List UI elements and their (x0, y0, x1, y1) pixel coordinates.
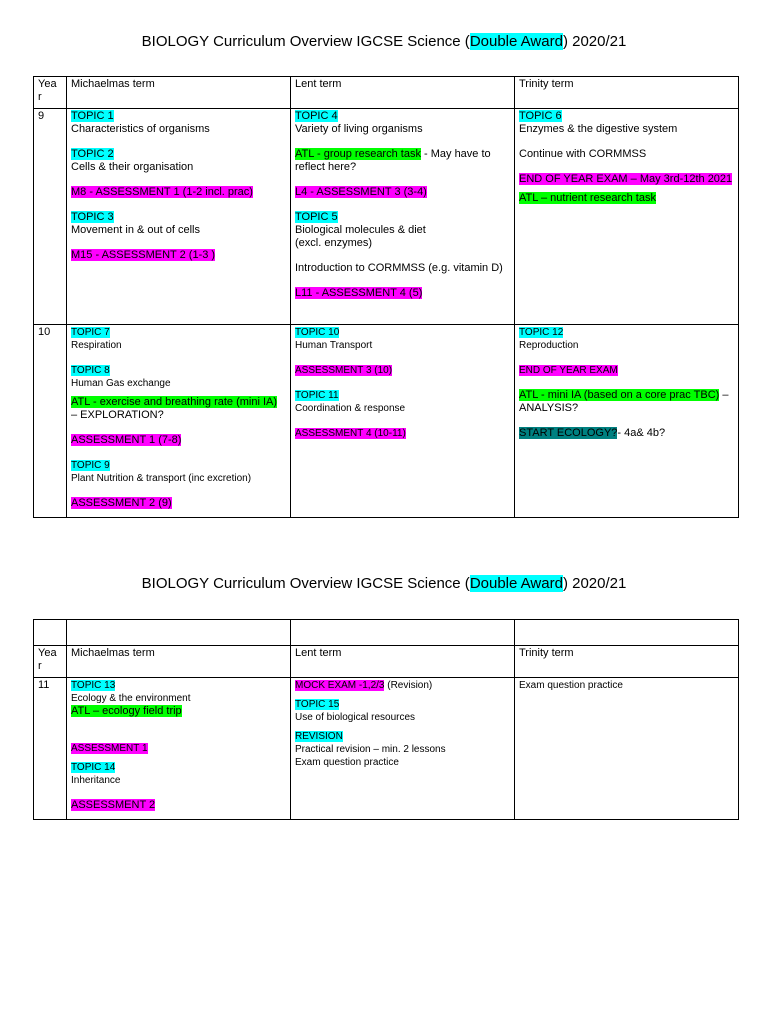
topic-label: TOPIC 2 (71, 148, 114, 160)
topic-label: TOPIC 3 (71, 211, 114, 223)
topic-label: TOPIC 13 (71, 680, 116, 691)
topic-desc: Reproduction (519, 340, 579, 351)
atl-note: – ANALYSIS? (519, 389, 729, 414)
assessment-label: M15 - ASSESSMENT 2 (1-3 ) (71, 249, 216, 261)
topic-desc: Inheritance (71, 775, 121, 786)
curriculum-table-2 (33, 619, 739, 820)
assessment-label: L11 - ASSESSMENT 4 (5) (295, 287, 423, 299)
page-title-1 (0, 33, 768, 50)
year-cell: 11 (34, 678, 67, 820)
topic-label: TOPIC 9 (71, 460, 110, 471)
lent-cell (291, 678, 515, 820)
blank-cell (34, 620, 67, 646)
exam-label: END OF YEAR EXAM (519, 365, 618, 376)
trinity-cell (515, 109, 739, 325)
assessment-label: ASSESSMENT 4 (10-11) (295, 428, 406, 439)
atl-note: – EXPLORATION? (71, 409, 164, 421)
topic-label: TOPIC 11 (295, 390, 339, 401)
mock-exam-note: (Revision) (384, 680, 433, 691)
year-10-row (34, 325, 739, 518)
year-11-row (34, 678, 739, 820)
topic-desc: (excl. enzymes) (295, 237, 373, 249)
title-highlight: Double Award (469, 33, 563, 50)
assessment-label: ASSESSMENT 3 (10) (295, 365, 393, 376)
topic-label: TOPIC 1 (71, 110, 114, 122)
blank-cell (515, 620, 739, 646)
intro-note: Introduction to CORMMSS (e.g. vitamin D) (295, 262, 503, 274)
title-suffix: ) 2020/21 (562, 33, 627, 50)
trinity-cell (515, 678, 739, 820)
trinity-cell (515, 325, 739, 518)
michaelmas-header: Michaelmas term (67, 77, 291, 109)
header-row (34, 646, 739, 678)
assessment-label: ASSESSMENT 1 (71, 743, 148, 754)
lent-header: Lent term (291, 77, 515, 109)
exam-label: END OF YEAR EXAM – May 3rd-12th 2021 (519, 173, 733, 185)
year-header: Yea r (34, 646, 67, 678)
topic-label: TOPIC 10 (295, 327, 340, 338)
topic-label: TOPIC 5 (295, 211, 338, 223)
topic-desc: Plant Nutrition & transport (inc excretion) (71, 473, 252, 484)
topic-desc: Biological molecules & diet (295, 224, 426, 236)
trinity-header: Trinity term (515, 646, 739, 678)
year-header: Yea r (34, 77, 67, 109)
topic-desc: Movement in & out of cells (71, 224, 201, 236)
year-cell: 9 (34, 109, 67, 325)
ecology-note: - 4a& 4b? (617, 427, 666, 439)
atl-label: ATL – nutrient research task (519, 192, 656, 204)
lent-cell (291, 325, 515, 518)
assessment-label: L4 - ASSESSMENT 3 (3-4) (295, 186, 427, 198)
topic-desc: Characteristics of organisms (71, 123, 210, 135)
title-text: BIOLOGY Curriculum Overview IGCSE Science ( (141, 575, 470, 592)
michaelmas-cell (67, 325, 291, 518)
assessment-label: M8 - ASSESSMENT 1 (1-2 incl. prac) (71, 186, 253, 198)
revision-label: REVISION (295, 731, 343, 742)
topic-label: TOPIC 12 (519, 327, 564, 338)
atl-label: ATL – ecology field trip (71, 705, 182, 717)
atl-label: ATL - group research task (295, 148, 421, 160)
lent-header: Lent term (291, 646, 515, 678)
topic-desc: Ecology & the environment (71, 693, 191, 704)
ecology-label: ECOLOGY? (553, 427, 618, 439)
topic-desc: Enzymes & the digestive system (519, 123, 678, 135)
atl-label: ATL - mini IA (based on a core prac TBC) (519, 389, 720, 401)
revision-item: Practical revision – min. 2 lessons (295, 744, 446, 755)
blank-row (34, 620, 739, 646)
page-title-2 (0, 575, 768, 592)
topic-label: TOPIC 7 (71, 327, 110, 338)
topic-label: TOPIC 8 (71, 365, 110, 376)
topic-desc: Variety of living organisms (295, 123, 423, 135)
blank-cell (67, 620, 291, 646)
topic-label: TOPIC 4 (295, 110, 338, 122)
mock-exam-label: MOCK EXAM -1,2/3 (295, 680, 385, 691)
michaelmas-cell (67, 678, 291, 820)
exam-practice-note: Exam question practice (519, 680, 623, 691)
lent-cell (291, 109, 515, 325)
assessment-label: ASSESSMENT 1 (7-8) (71, 434, 182, 446)
topic-label: TOPIC 6 (519, 110, 562, 122)
trinity-header: Trinity term (515, 77, 739, 109)
header-row (34, 77, 739, 109)
revision-item: Exam question practice (295, 757, 399, 768)
michaelmas-cell (67, 109, 291, 325)
michaelmas-header: Michaelmas term (67, 646, 291, 678)
topic-desc: Use of biological resources (295, 712, 416, 723)
topic-desc: Coordination & response (295, 403, 406, 414)
assessment-label: ASSESSMENT 2 (71, 799, 156, 811)
topic-desc: Human Transport (295, 340, 373, 351)
continue-note: Continue with CORMMSS (519, 148, 647, 160)
topic-label: TOPIC 14 (71, 762, 116, 773)
atl-label: ATL - exercise and breathing rate (mini IA) (71, 396, 278, 408)
year-cell: 10 (34, 325, 67, 518)
title-text: BIOLOGY Curriculum Overview IGCSE Science ( (141, 33, 470, 50)
topic-desc: Respiration (71, 340, 122, 351)
year-9-row (34, 109, 739, 325)
title-suffix: ) 2020/21 (562, 575, 627, 592)
title-highlight: Double Award (469, 575, 563, 592)
start-label: START (519, 427, 554, 439)
topic-label: TOPIC 15 (295, 699, 340, 710)
curriculum-table-1 (33, 76, 739, 518)
blank-cell (291, 620, 515, 646)
atl-note: - May have to reflect here? (295, 148, 491, 173)
topic-desc: Human Gas exchange (71, 378, 171, 389)
assessment-label: ASSESSMENT 2 (9) (71, 497, 172, 509)
topic-desc: Cells & their organisation (71, 161, 194, 173)
